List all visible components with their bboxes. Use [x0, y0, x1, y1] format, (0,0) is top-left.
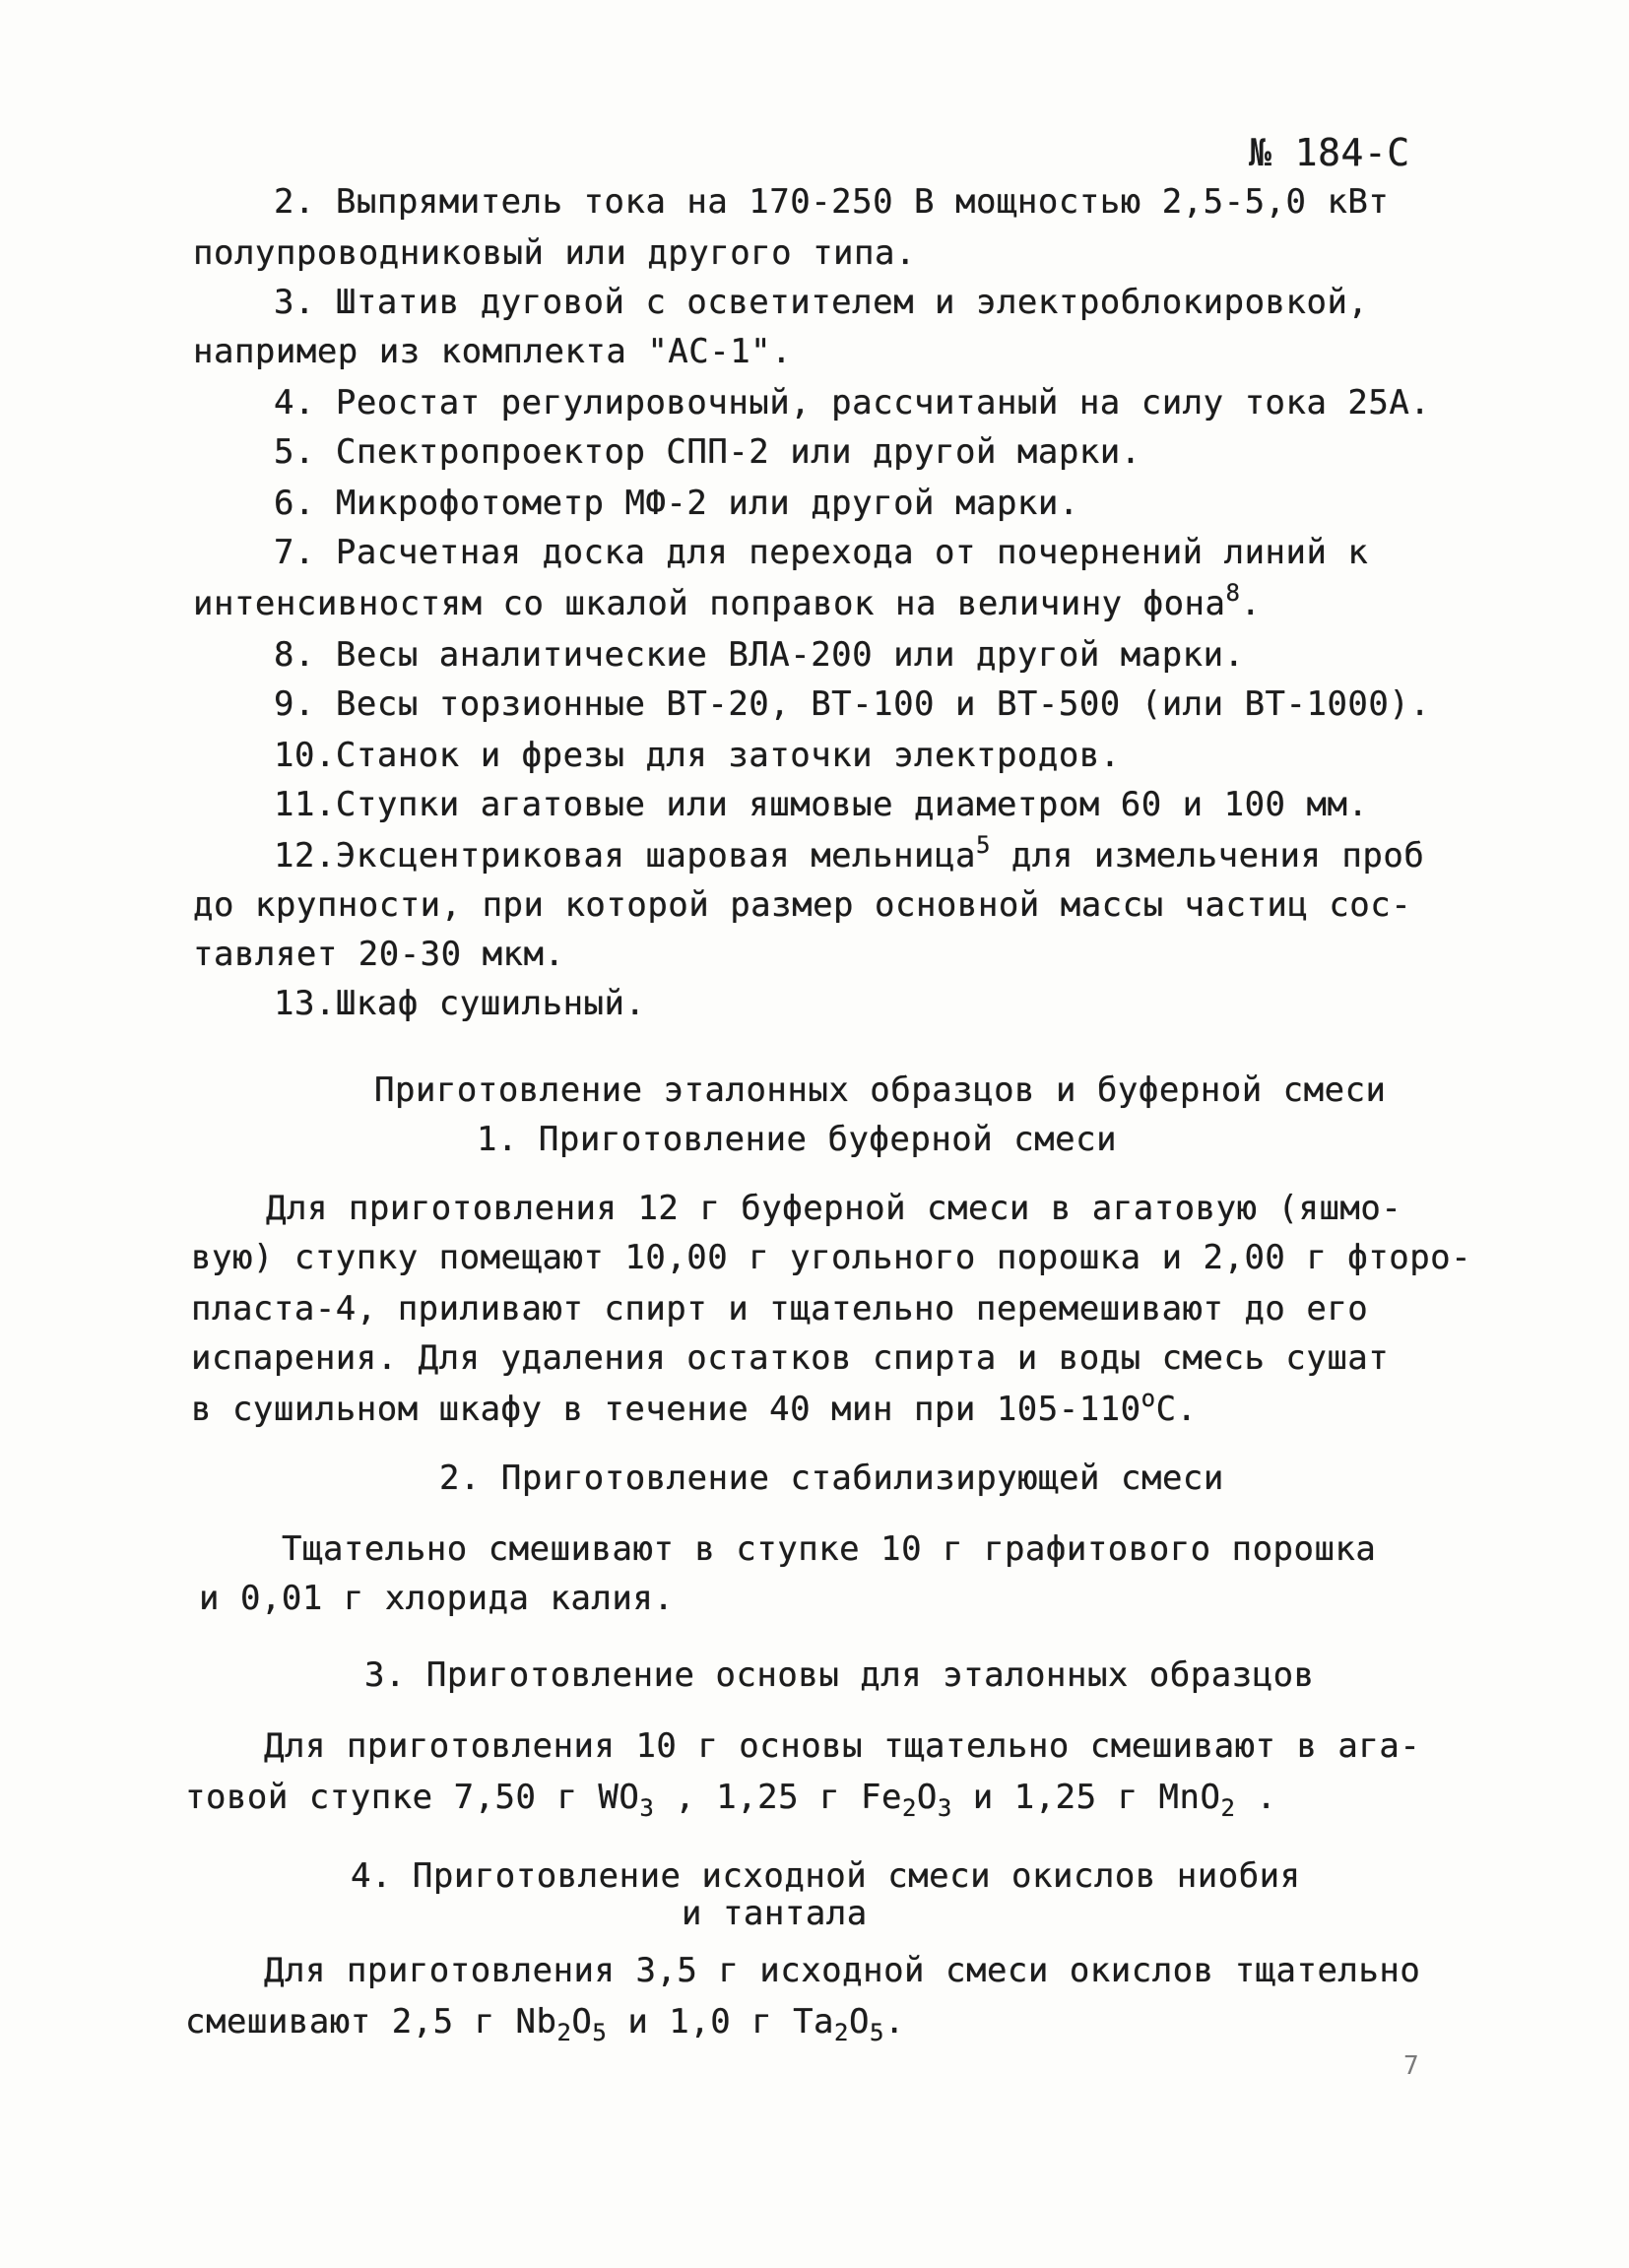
- subscript: 2: [901, 1794, 917, 1822]
- subscript: 2: [1220, 1794, 1236, 1822]
- subscript: 5: [592, 2019, 608, 2046]
- list-item-line: полупроводниковый или другого типа.: [193, 233, 916, 273]
- paragraph-text: O: [571, 2002, 593, 2041]
- subsection-heading: и тантала: [682, 1894, 868, 1933]
- list-item-text: интенсивностям со шкалой поправок на величину фона: [193, 584, 1226, 623]
- paragraph-line: пласта-4, приливают спирт и тщательно перемешивают до его: [191, 1289, 1369, 1328]
- list-item-line: 5. Спектропроектор СПП-2 или другой марки.: [274, 432, 1141, 472]
- list-item-line: до крупности, при которой размер основной массы частиц сос-: [193, 885, 1412, 925]
- paragraph-line: [185, 1778, 1277, 1822]
- document-number: № 184-С: [1249, 131, 1410, 174]
- paragraph-text: смешивают 2,5 г Nb: [185, 2002, 557, 2041]
- paragraph-text: и 1,25 г MnO: [951, 1778, 1221, 1817]
- list-item-line: тавляет 20-30 мкм.: [193, 935, 565, 974]
- paragraph-line: Для приготовления 3,5 г исходной смеси окислов тщательно: [264, 1951, 1421, 1990]
- list-item-line: 6. Микрофотометр МФ-2 или другой марки.: [274, 484, 1079, 523]
- subscript: 3: [639, 1794, 655, 1822]
- footnote-ref: 5: [975, 831, 991, 859]
- list-item-line: 8. Весы аналитические ВЛА-200 или другой марки.: [274, 635, 1245, 675]
- paragraph-text: С.: [1155, 1390, 1198, 1429]
- list-item-line: 4. Реостат регулировочный, рассчитаный на силу тока 25А.: [274, 383, 1431, 422]
- subscript: 5: [869, 2019, 884, 2046]
- list-item-line: 2. Выпрямитель тока на 170-250 В мощностью 2,5-5,0 кВт: [274, 182, 1390, 222]
- section-title: Приготовление эталонных образцов и буферной смеси: [374, 1070, 1387, 1110]
- subsection-heading: 3. Приготовление основы для эталонных образцов: [364, 1655, 1315, 1695]
- paragraph-line: вую) ступку помещают 10,00 г угольного порошка и 2,00 г фторо-: [191, 1238, 1472, 1277]
- paragraph-text: .: [1235, 1778, 1277, 1817]
- list-item-text: для измельчения проб: [990, 836, 1425, 875]
- subscript: 2: [556, 2019, 572, 2046]
- list-item-text: .: [1240, 584, 1262, 623]
- list-item-line: 3. Штатив дуговой с осветителем и электроблокировкой,: [274, 283, 1369, 322]
- paragraph-line: [191, 1385, 1198, 1429]
- list-item-line: например из комплекта "АС-1".: [193, 332, 793, 371]
- list-item-line: 10.Станок и фрезы для заточки электродов.: [274, 736, 1121, 775]
- paragraph-line: Для приготовления 12 г буферной смеси в агатовую (яшмо-: [266, 1189, 1402, 1228]
- page-number: 7: [1403, 2051, 1420, 2081]
- subscript: 2: [834, 2019, 849, 2046]
- paragraph-line: и 0,01 г хлорида калия.: [199, 1579, 675, 1618]
- paragraph-line: Для приготовления 10 г основы тщательно смешивают в ага-: [264, 1726, 1421, 1766]
- list-item-line: 7. Расчетная доска для перехода от почернений линий к: [274, 533, 1369, 572]
- list-item-line: [193, 579, 1262, 623]
- paragraph-text: .: [883, 2002, 905, 2041]
- paragraph-line: [185, 2002, 905, 2046]
- paragraph-line: испарения. Для удаления остатков спирта и воды смесь сушат: [191, 1338, 1390, 1378]
- subsection-heading: 1. Приготовление буферной смеси: [477, 1120, 1118, 1159]
- paragraph-text: в сушильном шкафу в течение 40 мин при 105-110: [191, 1390, 1141, 1429]
- subscript: 3: [937, 1794, 952, 1822]
- paragraph-text: товой ступке 7,50 г WO: [185, 1778, 640, 1817]
- list-item-text: 12.Эксцентриковая шаровая мельница: [274, 836, 976, 875]
- paragraph-line: Тщательно смешивают в ступке 10 г графитового порошка: [282, 1529, 1377, 1569]
- subsection-heading: 2. Приготовление стабилизирующей смеси: [439, 1458, 1224, 1498]
- list-item-line: 11.Ступки агатовые или яшмовые диаметром 60 и 100 мм.: [274, 785, 1369, 824]
- paragraph-text: O: [848, 2002, 870, 2041]
- list-item-line: 13.Шкаф сушильный.: [274, 984, 646, 1023]
- paragraph-text: , 1,25 г Fe: [654, 1778, 902, 1817]
- list-item-line: 9. Весы торзионные ВТ-20, ВТ-100 и ВТ-500 (или ВТ-1000).: [274, 684, 1431, 724]
- paragraph-text: O: [916, 1778, 938, 1817]
- paragraph-text: и 1,0 г Ta: [607, 2002, 835, 2041]
- subsection-heading: 4. Приготовление исходной смеси окислов ниобия: [351, 1856, 1301, 1896]
- footnote-ref: 8: [1225, 579, 1241, 607]
- list-item-line: [274, 831, 1425, 875]
- degree-mark: о: [1140, 1385, 1156, 1412]
